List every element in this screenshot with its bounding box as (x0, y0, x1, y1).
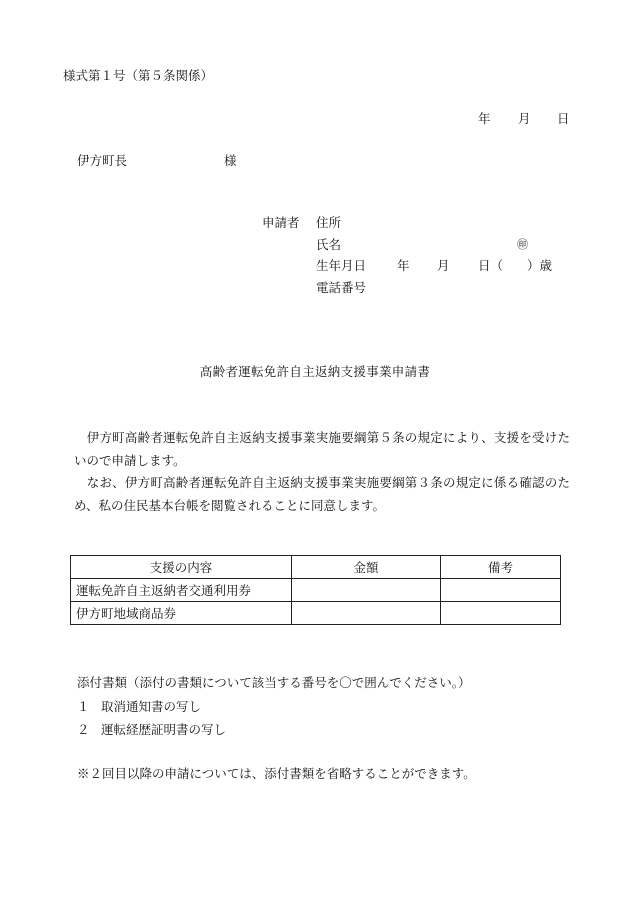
attachment-number: ２ (77, 722, 90, 737)
applicant-label: 申請者 (262, 215, 300, 230)
date-year-label: 年 (478, 111, 491, 126)
header-remarks: 備考 (441, 556, 561, 579)
support-content-cell: 伊方町地域商品券 (71, 602, 292, 625)
birth-year-label: 年 (397, 258, 410, 273)
birthdate-label: 生年月日 (316, 258, 367, 273)
attachment-text: 取消通知書の写し (101, 699, 202, 714)
support-table (70, 555, 561, 625)
remarks-cell[interactable] (441, 602, 561, 625)
table-header-row (71, 556, 561, 579)
note-text: ※２回目以降の申請については、添付書類を省略することができます。 (77, 766, 476, 781)
seal-icon: ㊞ (517, 238, 528, 251)
table-row (71, 579, 561, 602)
amount-cell[interactable] (292, 579, 441, 602)
applicant-address-label: 住所 (316, 215, 342, 230)
amount-cell[interactable] (292, 602, 441, 625)
age-label: ）歳 (527, 258, 553, 273)
remarks-cell[interactable] (441, 579, 561, 602)
attachments-heading: 添付書類（添付の書類について該当する番号を〇で囲んでください。） (77, 675, 471, 690)
birth-day-label: 日（ (478, 258, 504, 273)
support-content-cell: 運転免許自主返納者交通利用券 (71, 579, 292, 602)
attachment-number: １ (77, 699, 90, 714)
date-day-label: 日 (557, 111, 570, 126)
phone-label: 電話番号 (316, 280, 367, 295)
form-number: 様式第１号（第５条関係） (63, 68, 214, 83)
body-paragraph-2: なお、伊方町高齢者運転免許自主返納支援事業実施要綱第３条の規定に係る確認のため、私の住民基本台帳を閲覧されることに同意します。 (74, 475, 570, 513)
attachment-item-1 (77, 697, 201, 715)
header-support-content: 支援の内容 (71, 556, 292, 579)
document-title: 高齢者運転免許自主返納支援事業申請書 (199, 364, 431, 379)
attachment-text: 運転経歴証明書の写し (101, 722, 227, 737)
body-paragraph-1: 伊方町高齢者運転免許自主返納支援事業実施要綱第５条の規定により、支援を受けたいので申請します。 (74, 430, 570, 468)
birth-month-label: 月 (437, 258, 450, 273)
applicant-name-label: 氏名 (316, 237, 342, 252)
attachment-item-2 (77, 720, 226, 738)
table-row (71, 602, 561, 625)
addressee-name: 伊方町長 (77, 153, 128, 168)
addressee-honorific: 様 (224, 153, 237, 168)
header-amount: 金額 (292, 556, 441, 579)
date-month-label: 月 (518, 111, 531, 126)
